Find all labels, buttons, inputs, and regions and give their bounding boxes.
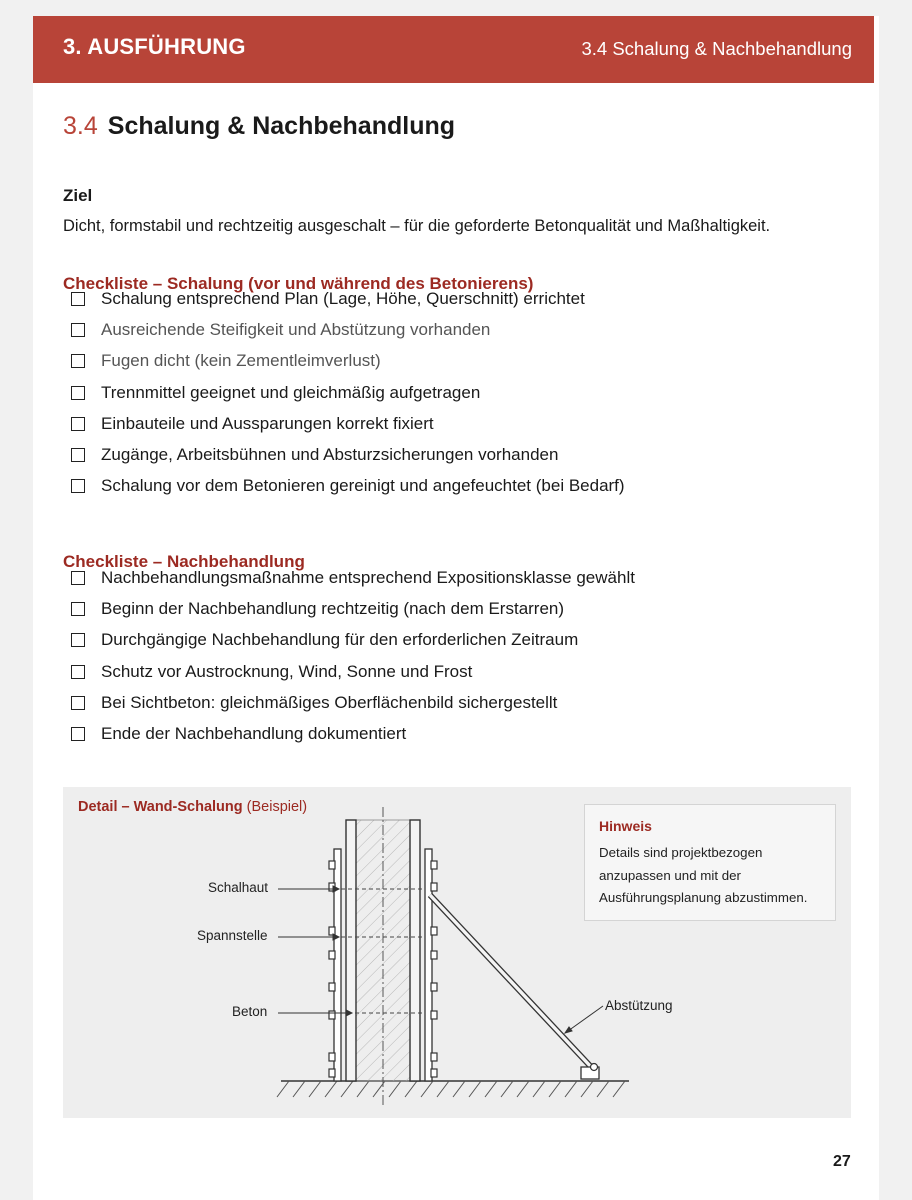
checklist-item[interactable] [71,692,635,723]
checklist-item-label: Fugen dicht (kein Zementleimverlust) [101,351,381,371]
checklist-item-label: Ende der Nachbehandlung dokumentiert [101,723,407,743]
label-beton: Beton [232,1004,268,1019]
detail-figure [63,787,851,1118]
checklist-item[interactable] [71,319,625,350]
checklist-item-label: Bei Sichtbeton: gleichmäßiges Oberflächenbild sichergestellt [101,692,558,712]
checklist-schalung [71,288,625,506]
section-heading: Schalung & Nachbehandlung [107,112,456,140]
checklist-item[interactable] [71,382,625,413]
detail-title [78,799,307,815]
checklist-item[interactable] [71,723,635,754]
detail-title-suffix: (Beispiel) [246,799,308,815]
formwork-panel-right [410,820,420,1081]
page-title [63,112,455,141]
checkbox[interactable] [71,633,85,647]
chapter-title: 3. AUSFÜHRUNG [63,34,246,59]
hinweis-text: Details sind projektbezogen anzupassen und mit der Ausführungsplanung abzustimmen. [599,845,808,905]
hinweis-box [584,804,836,921]
checkbox[interactable] [71,727,85,741]
ziel-text: Dicht, formstabil und rechtzeitig ausgeschalt – für die geforderte Betonqualität und Maßhaltigkeit. [63,217,771,235]
checklist-nachbehandlung-heading: Checkliste – Nachbehandlung [63,552,305,571]
section-number: 3.4 [63,112,98,140]
checklist-item-label: Schalung vor dem Betonieren gereinigt und angefeuchtet (bei Bedarf) [101,476,625,496]
checkbox[interactable] [71,696,85,710]
ground-line [277,1081,629,1097]
checklist-schalung-heading: Checkliste – Schalung (vor und während des Betonierens) [63,274,534,293]
checklist-item-label: Beginn der Nachbehandlung rechtzeitig (nach dem Erstarren) [101,599,565,619]
checklist-item-label: Nachbehandlungsmaßnahme entsprechend Expositionsklasse gewählt [101,568,635,587]
checkbox[interactable] [71,665,85,679]
checkbox[interactable] [71,323,85,337]
checklist-nachbehandlung [71,567,635,754]
checklist-item-label: Schutz vor Austrocknung, Wind, Sonne und Frost [101,661,473,681]
checklist-item-label: Trennmittel geeignet und gleichmäßig aufgetragen [101,382,481,402]
checklist-item[interactable] [71,288,625,319]
checklist-item[interactable] [71,661,635,692]
checkbox[interactable] [71,602,85,616]
section-title: 3.4 Schalung & Nachbehandlung [581,38,852,59]
label-spannstelle: Spannstelle [197,928,268,943]
checklist-item[interactable] [71,567,635,598]
checkbox[interactable] [71,386,85,400]
checkbox[interactable] [71,571,85,585]
formwork-panel-left [346,820,356,1081]
checklist-item[interactable] [71,350,625,381]
detail-title-text: Detail – Wand-Schalung [78,799,243,815]
page-number: 27 [833,1153,851,1170]
document-page [33,16,879,1200]
checklist-item-label: Schalung entsprechend Plan (Lage, Höhe, Querschnitt) errichtet [101,289,585,308]
checklist-item[interactable] [71,629,635,660]
checkbox[interactable] [71,479,85,493]
checklist-item[interactable] [71,475,625,506]
hinweis-heading: Hinweis [599,818,652,834]
chapter-banner [33,16,874,83]
checkbox[interactable] [71,448,85,462]
checklist-item-label: Einbauteile und Aussparungen korrekt fixiert [101,413,434,433]
label-schalhaut: Schalhaut [208,880,269,895]
checklist-item[interactable] [71,598,635,629]
checklist-item-label: Zugänge, Arbeitsbühnen und Absturzsicherungen vorhanden [101,444,559,464]
checkbox[interactable] [71,417,85,431]
brace [430,895,599,1079]
label-abstuetzung: Abstützung [605,998,673,1013]
ziel-heading: Ziel [63,186,93,205]
checklist-item[interactable] [71,413,625,444]
checklist-item-label: Durchgängige Nachbehandlung für den erforderlichen Zeitraum [101,630,579,650]
checklist-item[interactable] [71,444,625,475]
checklist-item-label: Ausreichende Steifigkeit und Abstützung vorhanden [101,320,491,340]
checkbox[interactable] [71,354,85,368]
checkbox[interactable] [71,292,85,306]
